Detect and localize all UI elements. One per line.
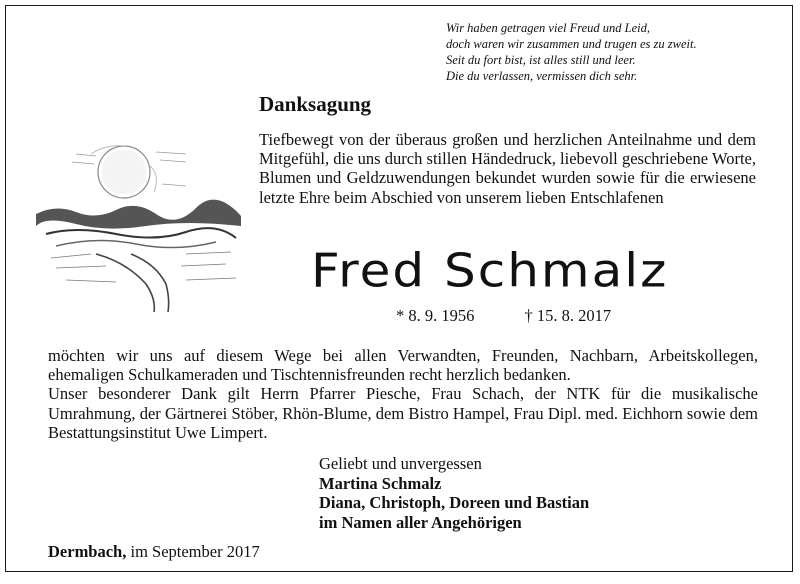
intro-paragraph: Tiefbewegt von der überaus großen und herzlichen Anteilnahme und dem Mitgefühl, die uns durch stillen Händedruck, liebevoll geschriebene Worte, Blumen und Geldzuwendungen bekundet wurden sowie für die erwiesene letzte Ehre beim Abschied von unserem lieben Entschlafenen	[259, 130, 756, 207]
poem-line: doch waren wir zusammen und trugen es zu zweit.	[446, 37, 697, 51]
death-date: † 15. 8. 2017	[524, 306, 612, 325]
thanks-paragraph: möchten wir uns auf diesem Wege bei allen Verwandten, Freunden, Nachbarn, Arbeitskollegen, ehemaligen Schulkameraden und Tischtennisfreunden recht herzlich bedanken.	[48, 346, 758, 385]
place-date	[48, 542, 260, 562]
mourner-name: Martina Schmalz	[319, 473, 442, 493]
signature-block	[319, 454, 589, 532]
mourner-name: Diana, Christoph, Doreen und Bastian	[319, 493, 590, 512]
closing-line: Geliebt und unvergessen	[319, 454, 482, 473]
thanks-paragraph: Unser besonderer Dank gilt Herrn Pfarrer Piesche, Frau Schach, der NTK für die musikalische Umrahmung, der Gärtnerei Stöber, Rhön-Blume, dem Bistro Hampel, Frau Dipl. med. Eichhorn sowie dem Bestattungsinstitut Uwe Limpert.	[48, 384, 758, 442]
sunset-landscape-sketch-icon	[36, 134, 246, 314]
place-date-text: im September 2017	[130, 542, 260, 561]
deceased-name: Fred Schmalz	[311, 244, 669, 298]
place-town: Dermbach,	[48, 542, 127, 561]
poem-line: Die du verlassen, vermissen dich sehr.	[446, 69, 638, 83]
birth-date: * 8. 9. 1956	[396, 306, 475, 325]
life-dates	[396, 306, 611, 326]
mourner-name: im Namen aller Angehörigen	[319, 512, 522, 532]
thanks-paragraphs	[48, 346, 758, 442]
notice-heading: Danksagung	[259, 92, 372, 116]
obituary-notice	[5, 5, 793, 572]
poem-line: Seit du fort bist, ist alles still und leer.	[446, 53, 636, 67]
poem-line: Wir haben getragen viel Freud und Leid,	[446, 21, 651, 35]
memorial-poem	[446, 20, 791, 84]
